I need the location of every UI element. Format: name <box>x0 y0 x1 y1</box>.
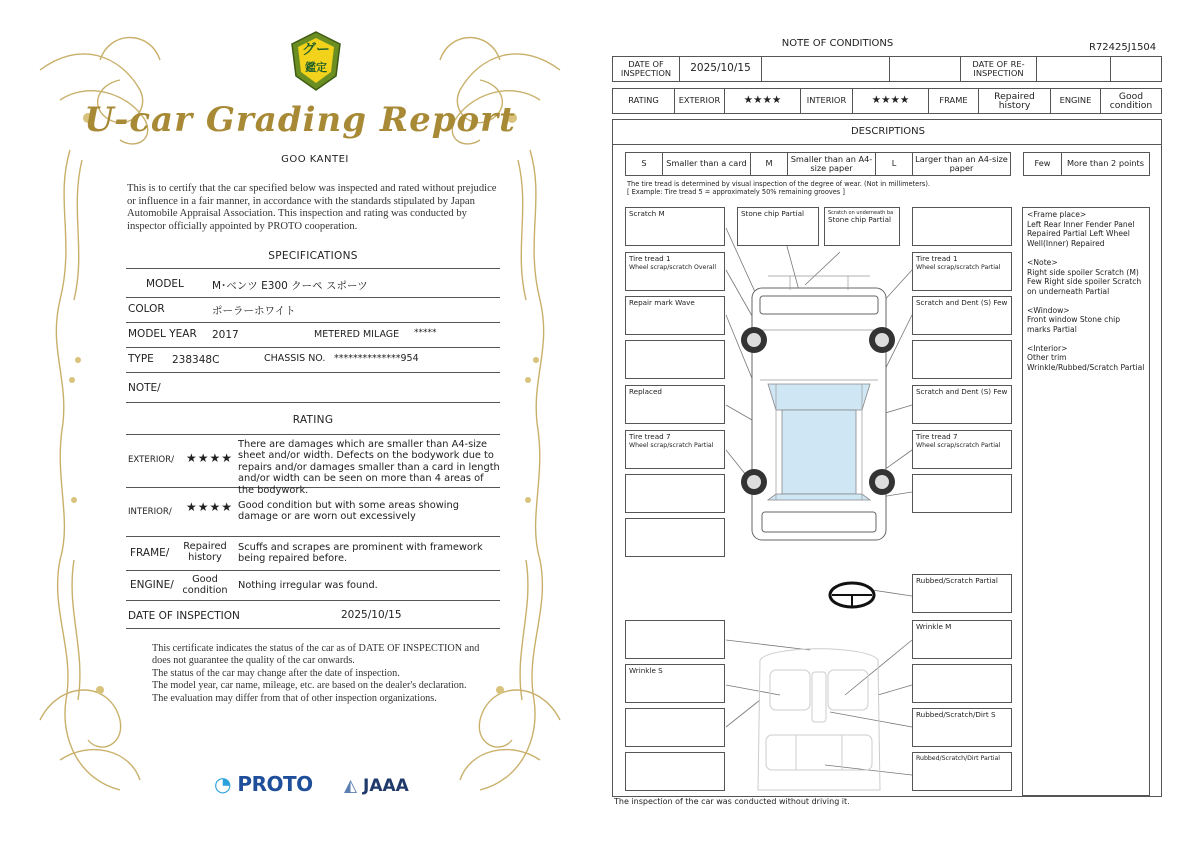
frame-place-heading: <Frame place> <box>1027 210 1087 219</box>
box-title: Scratch and Dent (S) Few <box>916 298 1008 307</box>
condition-box <box>912 252 1012 291</box>
engine-label: ENGINE/ <box>130 579 174 591</box>
exterior-stars: ★★★★ <box>725 89 801 113</box>
rating-row-frame <box>126 537 500 571</box>
legend-m: M <box>751 153 788 175</box>
box-title: Replaced <box>629 387 662 396</box>
disclaimer-line: This certificate indicates the status of the car as of DATE OF INSPECTION and does not guarantee the quality of the car onwards. <box>152 643 480 667</box>
rating-heading: RATING <box>292 414 334 426</box>
color-value: ポーラーホワイト <box>212 305 296 317</box>
tire-note-line: [ Example: Tire tread 5 = approximately 50% remaining grooves ] <box>627 188 845 197</box>
color-label: COLOR <box>128 303 165 315</box>
jaaa-logo <box>344 776 409 796</box>
box-title: Rubbed/Scratch Partial <box>916 576 998 585</box>
condition-box <box>625 620 725 659</box>
condition-box <box>912 574 1012 613</box>
date-label: DATE OF INSPECTION <box>128 610 240 622</box>
report-title: U-car Grading Report <box>84 100 516 140</box>
frame-place-text: Left Rear Inner Fender Panel Repaired Partial Left Wheel Well(Inner) Repaired <box>1027 219 1135 249</box>
frame-value: Repaired history <box>183 541 227 564</box>
jaaa-logo-text: JAAA <box>363 776 409 796</box>
legend-l: L <box>876 153 913 175</box>
condition-box <box>625 207 725 246</box>
interior-description: Good condition but with some areas showing damage or are worn out excessively <box>238 500 459 523</box>
mileage-value: ***** <box>414 328 437 338</box>
spec-row-model <box>126 268 500 298</box>
condition-box <box>912 752 1012 791</box>
window-heading: <Window> <box>1027 305 1070 315</box>
report-id: R72425J1504 <box>1089 42 1157 53</box>
condition-box <box>625 664 725 703</box>
chassis-label: CHASSIS NO. <box>264 353 326 364</box>
box-title: Repair mark Wave <box>629 298 695 307</box>
condition-box <box>912 664 1012 703</box>
box-title: Wrinkle M <box>916 622 952 631</box>
window-text: Front window Stone chip marks Partial <box>1027 315 1121 335</box>
inspection-date-value: 2025/10/15 <box>680 57 762 81</box>
reinspection-date-label: DATE OF RE-INSPECTION <box>961 57 1037 81</box>
legend-s: S <box>626 153 663 175</box>
engine-value: Good condition <box>1109 90 1153 111</box>
disclaimer-line: The evaluation may differ from that of other inspection organizations. <box>152 692 437 704</box>
box-title: Tire tread 7 <box>629 432 671 441</box>
condition-box <box>625 430 725 469</box>
note-text: Right side spoiler Scratch (M) Few Right side spoiler Scratch on underneath Partial <box>1027 267 1142 296</box>
engine-value: Good condition <box>182 574 228 597</box>
jaaa-logo-icon: ◭ <box>344 776 358 796</box>
type-value: 238348C <box>172 354 220 366</box>
interior-stars: ★★★★ <box>186 500 234 514</box>
condition-box <box>625 252 725 291</box>
spec-row-note <box>126 373 500 403</box>
condition-box <box>625 708 725 747</box>
condition-box <box>912 296 1012 335</box>
condition-box <box>912 207 1012 246</box>
rating-row-engine <box>126 571 500 601</box>
disclaimer-line: The status of the car may change after the date of inspection. <box>152 667 400 679</box>
interior-label: INTERIOR <box>801 89 853 113</box>
condition-box <box>824 207 900 246</box>
remarks-panel <box>1022 207 1150 796</box>
descriptions-heading: DESCRIPTIONS <box>850 126 926 137</box>
inspection-date-label: DATE OF INSPECTION <box>613 57 680 81</box>
model-label: MODEL <box>146 278 184 290</box>
condition-box <box>912 340 1012 379</box>
chassis-value: **************954 <box>334 353 419 364</box>
engine-label: ENGINE <box>1051 89 1101 113</box>
frame-value: Repaired history <box>979 89 1051 113</box>
date-value: 2025/10/15 <box>341 609 402 621</box>
engine-description: Nothing irregular was found. <box>238 580 378 591</box>
condition-box <box>625 340 725 379</box>
condition-box <box>912 708 1012 747</box>
frame-description: Scuffs and scrapes are prominent with framework being repaired before. <box>238 542 483 565</box>
type-label: TYPE <box>128 353 154 365</box>
box-title: Rubbed/Scratch/Dirt S <box>916 710 996 719</box>
box-title: Tire tread 1 <box>916 254 958 263</box>
note-heading: <Note> <box>1027 257 1058 267</box>
rating-label: RATING <box>613 89 675 113</box>
exterior-label: EXTERIOR/ <box>128 455 174 465</box>
spec-row-model-year <box>126 323 500 348</box>
box-title: Stone chip Partial <box>741 209 804 218</box>
legend-few-desc: More than 2 points <box>1066 158 1145 169</box>
box-title: Tire tread 7 <box>916 432 958 441</box>
box-tiny-note: Scratch on underneath ba <box>828 210 894 216</box>
specifications-heading: SPECIFICATIONS <box>268 250 358 262</box>
box-subtitle: Wheel scrap/scratch Partial <box>916 263 1001 271</box>
report-subtitle: GOO KANTEI <box>281 154 349 165</box>
box-title: Tire tread 1 <box>629 254 671 263</box>
box-subtitle: Rubbed/Scratch/Dirt Partial <box>916 755 1000 762</box>
box-title: Scratch and Dent (S) Few <box>916 387 1008 396</box>
interior-text: Other trim Wrinkle/Rubbed/Scratch Partial <box>1027 353 1145 373</box>
note-label: NOTE/ <box>128 382 161 394</box>
goo-kantei-badge <box>288 30 344 92</box>
model-value: M･ベンツ E300 クーペ スポーツ <box>212 280 368 292</box>
box-title: Scratch M <box>629 209 665 218</box>
interior-label: INTERIOR/ <box>128 507 172 517</box>
badge-bottom-text: 鑑定 <box>305 61 327 74</box>
frame-label: FRAME/ <box>130 547 170 559</box>
interior-stars: ★★★★ <box>853 89 929 113</box>
noc-title: NOTE OF CONDITIONS <box>781 38 894 49</box>
condition-box <box>737 207 819 246</box>
model-year-value: 2017 <box>212 329 239 341</box>
box-subtitle: Wheel scrap/scratch Partial <box>916 441 1001 449</box>
rating-row-exterior <box>126 434 500 496</box>
spec-row-color <box>126 298 500 323</box>
rating-row-interior <box>126 488 500 537</box>
tire-note-line: The tire tread is determined by visual inspection of the degree of wear. (Not in millimeters). <box>627 180 931 188</box>
interior-heading: <Interior> <box>1027 343 1068 353</box>
rating-row-date <box>126 601 500 629</box>
disclaimer <box>152 643 492 705</box>
condition-box <box>912 620 1012 659</box>
badge-top-text: グー <box>302 42 330 58</box>
mileage-label: METERED MILAGE <box>314 329 400 340</box>
disclaimer-line: The model year, car name, mileage, etc. are based on the dealer's declaration. <box>152 680 467 692</box>
footer-note: The inspection of the car was conducted without driving it. <box>614 797 850 806</box>
legend-few: Few <box>1024 153 1062 175</box>
box-subtitle: Wheel scrap/scratch Partial <box>629 441 714 449</box>
spec-row-type <box>126 348 500 373</box>
condition-box <box>625 474 725 513</box>
exterior-stars: ★★★★ <box>186 451 234 465</box>
legend-m-desc: Smaller than an A4-size paper <box>788 153 876 175</box>
frame-label: FRAME <box>929 89 979 113</box>
condition-box <box>625 296 725 335</box>
box-title: Stone chip Partial <box>828 215 891 224</box>
proto-logo-icon: ◔ <box>214 772 231 796</box>
legend-s-desc: Smaller than a card <box>663 153 751 175</box>
model-year-label: MODEL YEAR <box>128 328 197 340</box>
certify-text: This is to certify that the car specified below was inspected and rated without prejudice or influence in a fair manner, in accordance with the standards stipulated by Japan Automobile Appraisal Association. This inspection and rating was conducted by inspector officially appointed by PROTO cooperation. <box>127 183 497 232</box>
note-of-conditions-page <box>600 0 1200 848</box>
box-title: Wrinkle S <box>629 666 663 675</box>
condition-box <box>625 385 725 424</box>
box-subtitle: Wheel scrap/scratch Overall <box>629 263 717 271</box>
proto-logo-text: PROTO <box>237 772 313 796</box>
condition-box <box>912 385 1012 424</box>
exterior-label: EXTERIOR <box>675 89 725 113</box>
condition-box <box>625 752 725 791</box>
exterior-description: There are damages which are smaller than A4-size sheet and/or width. Defects on the bodywork due to repairs and/or damages smaller than a card in length and/or width can be seen on more than 4 areas of the bodywork. <box>238 439 500 496</box>
proto-logo <box>214 772 313 796</box>
condition-box <box>912 430 1012 469</box>
legend-l-desc: Larger than an A4-size paper <box>915 153 1008 173</box>
condition-box <box>912 474 1012 513</box>
condition-box <box>625 518 725 557</box>
